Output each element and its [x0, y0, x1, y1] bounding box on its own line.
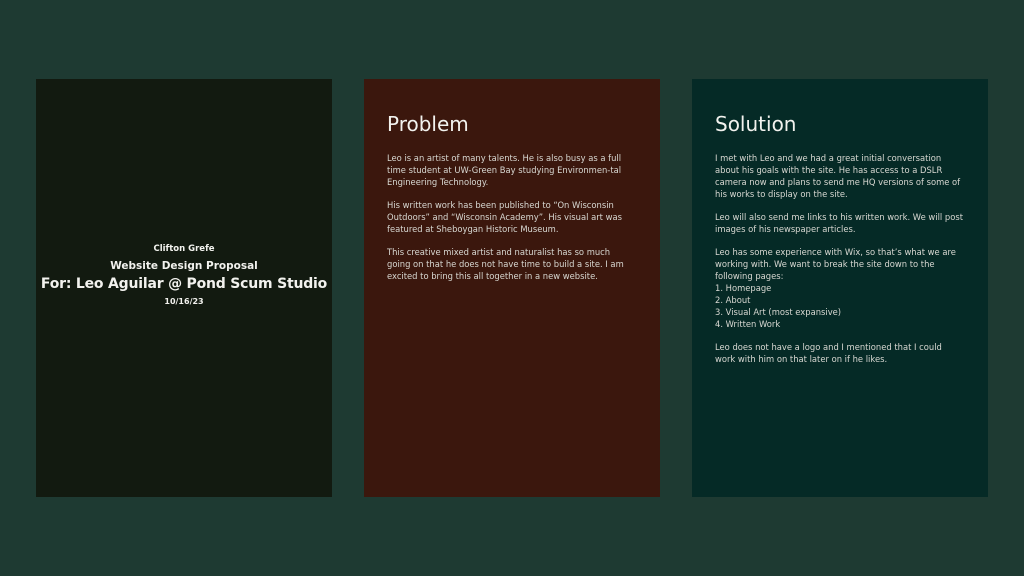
- list-item: 4. Written Work: [715, 319, 781, 329]
- list-item: 3. Visual Art (most expansive): [715, 307, 842, 317]
- solution-paragraph-4: Leo does not have a logo and I mentioned that I could work with him on that later on if he likes.: [715, 342, 942, 364]
- solution-body: [715, 152, 963, 365]
- client-line: For: Leo Aguilar @ Pond Scum Studio: [40, 276, 328, 292]
- problem-paragraph-1: Leo is an artist of many talents. He is also busy as a full time student at UW-Green Bay studying Environmen-tal Engineering Technology.: [387, 153, 622, 187]
- solution-paragraph-3: Leo has some experience with Wix, so that’s what we are working with. We want to break the site down to the following pages:: [715, 247, 956, 281]
- solution-paragraph-2: Leo will also send me links to his written work. We will post images of his newspaper articles.: [715, 212, 963, 234]
- cover-title-block: [36, 243, 332, 307]
- list-item: 2. About: [715, 295, 751, 305]
- problem-paragraph-3: This creative mixed artist and naturalist has so much going on that he does not have time to build a site. I am excited to bring this all together in a new website.: [387, 247, 624, 281]
- problem-heading: Problem: [387, 112, 469, 136]
- list-item: 1. Homepage: [715, 283, 772, 293]
- author-name: Clifton Grefe: [153, 244, 215, 254]
- problem-body: [387, 152, 635, 282]
- solution-heading: Solution: [715, 112, 797, 136]
- solution-paragraph-1: I met with Leo and we had a great initial conversation about his goals with the site. He has access to a DSLR camera now and plans to send me HQ versions of some of his works to display on the site.: [715, 153, 961, 199]
- proposal-date: 10/16/23: [164, 297, 204, 306]
- cover-page: [36, 79, 332, 497]
- problem-paragraph-2: His written work has been published to “On Wisconsin Outdoors” and “Wisconsin Academy”. His visual art was featured at Sheboygan Historic Museum.: [387, 200, 622, 234]
- solution-page: [692, 79, 988, 497]
- problem-page: [364, 79, 660, 497]
- proposal-title: Website Design Proposal: [110, 260, 258, 272]
- site-pages-list: [715, 282, 963, 330]
